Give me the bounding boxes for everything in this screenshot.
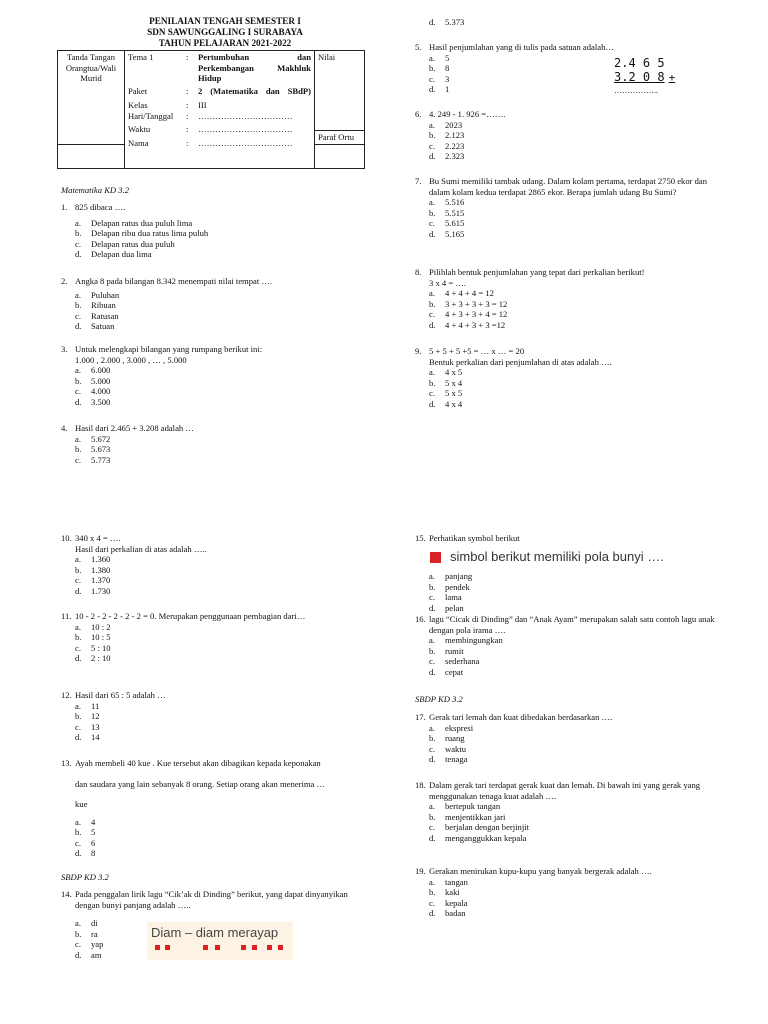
q6-option-c[interactable]: c. 2.223 [429,140,465,151]
section-matematika: Matematika KD 3.2 [61,185,130,195]
question-16: 16. lagu “Cicak di Dinding” dan “Anak Ayam” merupakan salah satu contoh lagu anak dengan pola irama …. a. membingungkan b. rumit c. sederhana d. cepat [415,614,725,677]
q13-option-c[interactable]: c. 6 [75,837,96,848]
q14-option-a[interactable]: a. di [75,918,98,928]
info-row-hari: Hari/Tanggal : …………………………… [128,111,311,122]
q7-option-d[interactable]: d. 5.165 [429,228,465,239]
question-7: 7. Bu Sumi memiliki tambak udang. Dalam kolam pertama, terdapat 2750 ekor dan dalam kolam kedua terdapat 2865 ekor. Berapa jumlah udang Bu Sumi? a. 5.516 b. 5.515 c. 5.615 d. 5.165 [415,176,725,239]
q9-option-a[interactable]: a. 4 x 5 [429,367,463,377]
q19-option-c[interactable]: c. kepala [429,897,468,908]
q9-option-c[interactable]: c. 5 x 5 [429,388,463,398]
school-year: TAHUN PELAJARAN 2021-2022 [158,38,292,48]
info-row-tema: Tema 1 : Pertumbuhan dan Perkembangan Makhluk Hidup [128,52,311,83]
q9-option-d[interactable]: d. 4 x 4 [429,398,463,409]
student-info-table [57,50,365,169]
question-15-options [429,571,472,613]
section-sbdp-right: SBDP KD 3.2 [415,694,463,704]
nilai-cell: Nilai [315,51,365,131]
info-row-waktu: Waktu : …………………………… [128,124,311,135]
q3-option-c[interactable]: c. 4.000 [75,386,111,396]
q11-option-b[interactable]: b. 10 : 5 [75,632,111,642]
question-14: 14. Pada penggalan lirik lagu “Cik’ak di Dinding” berikut, yang dapat dinyanyikan dengan bunyi panjang adalah ….. a. di b. ra c. yap d. am [61,889,351,960]
q10-option-c[interactable]: c. 1.370 [75,575,111,585]
q19-option-a[interactable]: a. tangan [429,876,468,887]
q7-option-b[interactable]: b. 5.515 [429,207,465,218]
q2-option-c[interactable]: c. Ratusan [75,310,119,321]
q16-option-a[interactable]: a. membingungkan [429,635,503,645]
q11-option-c[interactable]: c. 5 : 10 [75,642,111,653]
q9-option-b[interactable]: b. 5 x 4 [429,377,463,388]
question-4: 4. Hasil dari 2.465 + 3.208 adalah … a. 5.672 b. 5.673 c. 5.773 [61,423,391,465]
q8-option-c[interactable]: c. 4 + 3 + 3 + 4 = 12 [429,309,508,319]
info-row-paket: Paket : 2 (Matematika dan SBdP) [128,85,311,96]
q13-option-a[interactable]: a. 4 [75,816,96,827]
q14-option-c[interactable]: c. yap [75,939,104,949]
q4-option-c[interactable]: c. 5.773 [75,454,111,465]
question-19: 19. Gerakan menirukan kupu-kupu yang banyak bergerak adalah …. a. tangan b. kaki c. kepala d. badan [415,866,725,919]
hari-tanggal-field[interactable]: …………………………… [198,110,293,121]
q7-option-c[interactable]: c. 5.615 [429,218,465,228]
q10-option-d[interactable]: d. 1.730 [75,585,111,596]
q1-option-a[interactable]: a. Delapan ratus dua puluh lima [75,217,193,228]
info-details-cell [125,51,315,169]
q5-option-d[interactable]: d. 1 [429,84,450,94]
q14-option-d[interactable]: d. am [75,949,102,960]
question-5: 5. Hasil penjumlahan yang di tulis pada satuan adalah… a. 5 b. 8 c. 3 d. 1 [415,42,715,95]
q5-option-c[interactable]: c. 3 [429,73,450,84]
q1-option-c[interactable]: c. Delapan ratus dua puluh [75,238,175,249]
lyric-text: Diam – diam merayap [151,925,279,940]
q18-option-b[interactable]: b. menjentikkan jari [429,811,506,822]
q3-option-a[interactable]: a. 6.000 [75,365,111,375]
q17-option-b[interactable]: b. ruang [429,733,465,743]
question-17: 17. Gerak tari lemah dan kuat dibedakan berdasarkan …. a. ekspresi b. ruang c. waktu d. tenaga [415,712,725,765]
q2-option-d[interactable]: d. Satuan [75,321,115,331]
q6-option-d[interactable]: d. 2.323 [429,151,465,161]
q15-option-b[interactable]: b. pendek [429,581,470,592]
question-18: 18. Dalam gerak tari terdapat gerak kuat dan lemah. Di bawah ini yang gerak yang menggunakan tenaga kuat adalah …. a. bertepuk tangan b. menjentikkan jari c. berjalan dengan berjinjit d. menganggukkan kepala [415,780,725,843]
q7-option-a[interactable]: a. 5.516 [429,197,465,207]
q6-option-b[interactable]: b. 2.123 [429,130,465,140]
q2-option-b[interactable]: b. Ribuan [75,300,116,310]
answer-line[interactable]: …………….. [614,86,658,95]
q12-option-b[interactable]: b. 12 [75,711,100,721]
info-row-kelas: Kelas : III [128,100,207,110]
q19-option-d[interactable]: d. badan [429,908,466,918]
signature-blank-cell [58,144,125,168]
q17-option-c[interactable]: c. waktu [429,743,467,754]
paraf-ortu-cell: Paraf Ortu [315,131,365,145]
q4-option-d[interactable]: d. 5.373 [429,17,465,27]
q3-option-b[interactable]: b. 5.000 [75,375,111,386]
question-9: 9. 5 + 5 + 5 +5 = … x … = 20 Bentuk perkalian dari penjumlahan di atas adalah …. a. 4 x 5 b. 5 x 4 c. 5 x 5 d. 4 x 4 [415,346,725,409]
q14-option-b[interactable]: b. ra [75,928,98,939]
red-square-icon [430,552,441,563]
q13-option-d[interactable]: d. 8 [75,848,96,858]
q12-option-c[interactable]: c. 13 [75,721,100,732]
q16-option-b[interactable]: b. rumit [429,645,464,656]
q10-option-b[interactable]: b. 1.380 [75,564,111,575]
q12-option-a[interactable]: a. 11 [75,700,100,711]
q3-option-d[interactable]: d. 3.500 [75,396,111,407]
q8-option-a[interactable]: a. 4 + 4 + 4 = 12 [429,288,494,298]
info-row-nama: Nama : …………………………… [128,138,311,149]
q16-option-c[interactable]: c. sederhana [429,656,480,666]
q8-option-b[interactable]: b. 3 + 3 + 3 + 3 = 12 [429,298,508,309]
q15-option-d[interactable]: d. pelan [429,602,464,613]
question-15: 15. Perhatikan symbol berikut [415,533,520,543]
question-10: 10. 340 x 4 = …. Hasil dari perkalian di atas adalah ….. a. 1.360 b. 1.380 c. 1.370 d. 1.730 [61,533,391,596]
question-3: 3. Untuk melengkapi bilangan yang rumpang berikut ini: 1.000 , 2.000 , 3.000 , … , 5.000 a. 6.000 b. 5.000 c. 4.000 d. 3.500 [61,344,391,407]
exam-title: PENILAIAN TENGAH SEMESTER I [149,16,301,26]
waktu-field[interactable]: …………………………… [198,124,293,134]
paraf-blank-cell [315,144,365,168]
q11-option-d[interactable]: d. 2 : 10 [75,653,111,663]
question-8: 8. Pilihlah bentuk penjumlahan yang tepat dari perkalian berikut! 3 x 4 = …. a. 4 + 4 + 4 = 12 b. 3 + 3 + 3 + 3 = 12 c. 4 + 3 + 3 + 4 = 12 d. 4 + 4 + 3 + 3 =12 [415,267,725,330]
addition-problem: 2.4 6 5 3.2 0 8 + …………….. [614,56,676,95]
question-6: 6. 4. 249 - 1. 926 =……. a. 2023 b. 2.123 c. 2.223 d. 2.323 [415,109,715,162]
q17-option-d[interactable]: d. tenaga [429,754,468,764]
q10-option-a[interactable]: a. 1.360 [75,554,111,564]
q18-option-d[interactable]: d. menganggukkan kepala [429,832,527,843]
q5-option-a[interactable]: a. 5 [429,52,450,63]
question-2: 2. Angka 8 pada bilangan 8.342 menempati nilai tempat …. a. Puluhan b. Ribuan c. Ratusan d. Satuan [61,276,391,332]
question-12: 12. Hasil dari 65 : 5 adalah … a. 11 b. 12 c. 13 d. 14 [61,690,391,743]
q4-option-b[interactable]: b. 5.673 [75,444,111,454]
question-1: 1. 825 dibaca …. a. Delapan ratus dua puluh lima b. Delapan ribu dua ratus lima puluh c. Delapan ratus dua puluh d. Delapan dua lima [61,202,391,260]
question-11: 11. 10 - 2 - 2 - 2 - 2 - 2 = 0. Merupakan penggunaan pembagian dari… a. 10 : 2 b. 10 : 5 c. 5 : 10 d. 2 : 10 [61,611,396,664]
rhythm-symbol [430,549,664,565]
q1-option-b[interactable]: b. Delapan ribu dua ratus lima puluh [75,228,209,238]
plus-sign: + [668,71,676,84]
q18-option-c[interactable]: c. berjalan dengan berjinjit [429,822,529,832]
section-sbdp-left: SBDP KD 3.2 [61,872,109,882]
school-name: SDN SAWUNGGALING I SURABAYA [147,27,303,37]
lyric-rhythm-image [147,922,293,960]
q13-option-b[interactable]: b. 5 [75,827,96,837]
symbol-caption: simbol berikut memiliki pola bunyi …. [450,549,664,565]
q18-option-a[interactable]: a. bertepuk tangan [429,801,501,811]
q11-option-a[interactable]: a. 10 : 2 [75,621,111,632]
nama-field[interactable]: …………………………… [198,137,293,148]
q1-option-d[interactable]: d. Delapan dua lima [75,249,152,259]
parent-signature-cell: Tanda Tangan Orangtua/Wali Murid [58,51,125,145]
q17-option-a[interactable]: a. ekspresi [429,722,474,733]
q2-option-a[interactable]: a. Puluhan [75,289,120,300]
q15-option-c[interactable]: c. lama [429,592,462,602]
q12-option-d[interactable]: d. 14 [75,732,100,742]
q15-option-a[interactable]: a. panjang [429,571,473,581]
q5-option-b[interactable]: b. 8 [429,63,450,73]
q16-option-d[interactable]: d. cepat [429,666,464,677]
q19-option-b[interactable]: b. kaki [429,887,460,897]
rhythm-dashes [151,945,289,953]
q4-option-a[interactable]: a. 5.672 [75,433,111,444]
q8-option-d[interactable]: d. 4 + 4 + 3 + 3 =12 [429,319,506,330]
q6-option-a[interactable]: a. 2023 [429,119,463,130]
question-13: 13. Ayah membeli 40 kue . Kue tersebut akan dibagikan kepada keponakan dan saudara yang lain sebanyak 8 orang. Setiap orang akan menerima … kue a. 4 b. 5 c. 6 d. 8 [61,758,396,859]
